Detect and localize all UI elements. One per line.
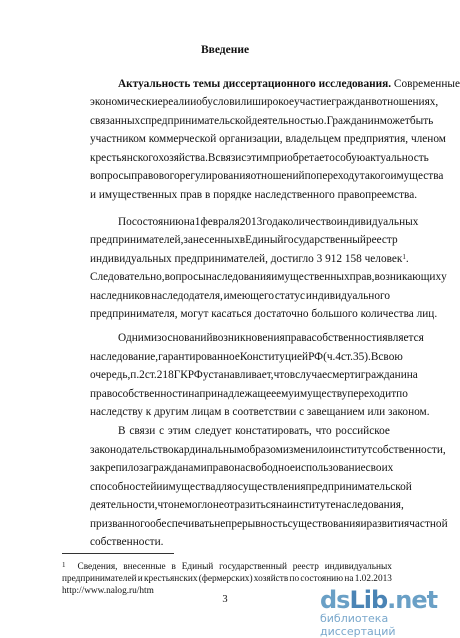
logo-lib: Lib (349, 586, 388, 614)
footnote-ref: 1 (402, 252, 406, 261)
p2-line-3-end: . (405, 252, 409, 265)
p2-line-3-text: индивидуальных предпринимателей, достигло 3 912 158 человек (90, 252, 403, 265)
footnote-separator (62, 553, 174, 554)
p2-line-2: предпринимателей, занесенных в Единый государственный реестр (90, 234, 398, 247)
p2-line-1: По состоянию на 1 февраля 2013 года количество индивидуальных (118, 215, 419, 228)
p4-line-3: закрепило за гражданами право на свободное использование своих (90, 462, 394, 475)
p1-line-1 (118, 77, 460, 91)
dslib-watermark-logo (320, 586, 448, 638)
p4-line-6: призванного обеспечивать непрерывность существования и развития частной (90, 517, 448, 530)
p1-line-4: участником коммерческой организации, владельцем предприятия, членом (90, 133, 446, 146)
p3-line-3: очередь, п. 2 ст. 218 ГК РФ устанавливает, что в случае смерти гражданина (90, 369, 418, 382)
section-heading: Введение (200, 44, 250, 56)
p3-line-4: право собственности на принадлежащее ему имуществу переходит по (90, 387, 408, 400)
logo-net: .net (387, 586, 438, 614)
logo-ds: ds (320, 586, 350, 614)
p2-line-6: предпринимателя, могут касаться достаточно большого количества лиц. (90, 307, 438, 320)
p1-bold-lead: Актуальность темы диссертационного исследования. (118, 78, 392, 90)
p1-line-3: связанных с предпринимательской деятельностью. Гражданин может быть (90, 114, 434, 127)
p4-line-1: В связи с этим следует констатировать, что российское (118, 425, 390, 438)
p1-line-5: крестьянского хозяйства. В связи с этим приобретает особую актуальность (90, 151, 429, 164)
footnote-line-1 (62, 561, 392, 573)
logo-tagline: библиотека диссертаций (320, 612, 396, 638)
p4-line-2: законодательство кардинальным образом изменило институт собственности, (90, 443, 446, 456)
p2-line-3 (90, 252, 409, 266)
p1-line-1-rest: Современные (391, 78, 460, 90)
p4-line-7: собственности. (90, 536, 164, 548)
page-number: 3 (222, 594, 228, 605)
footnote-text-1: Сведения, внесенные в Единый государственный реестр индивидуальных (77, 562, 392, 572)
footnote-mark: 1 (62, 561, 66, 569)
p1-line-6: вопросы правового регулирования отношений по переходу такого имущества (90, 170, 444, 183)
footnote-line-2: предпринимателей и крестьянских (фермерских) хозяйств по состоянию на 1.02.2013 (62, 574, 392, 584)
p3-line-2: наследование, гарантированное Конституцией РФ (ч. 4 ст. 35). В свою (90, 350, 403, 363)
p2-line-5: наследников наследодателя, имеющего статус индивидуального (90, 289, 390, 302)
p3-line-5: наследству к другим лицам в соответствии с завещанием или законом. (90, 406, 430, 419)
p2-line-4: Следовательно, вопросы наследования имущественных прав, возникающих у (90, 271, 447, 283)
p4-line-5: деятельности, что не могло не отразиться на институте наследования, (90, 499, 404, 512)
p4-line-4: способностей и имущества для осуществления предпринимательской (90, 480, 412, 493)
footnote-line-3: http://www.nalog.ru/htm (62, 586, 154, 596)
p1-line-2: экономические реалии обусловили широкое участие граждан в отношениях, (90, 96, 439, 109)
p3-line-1: Одним из оснований возникновения права собственности является (118, 332, 424, 345)
p1-line-7: и имущественных прав в порядке наследственного правопреемства. (90, 188, 418, 201)
